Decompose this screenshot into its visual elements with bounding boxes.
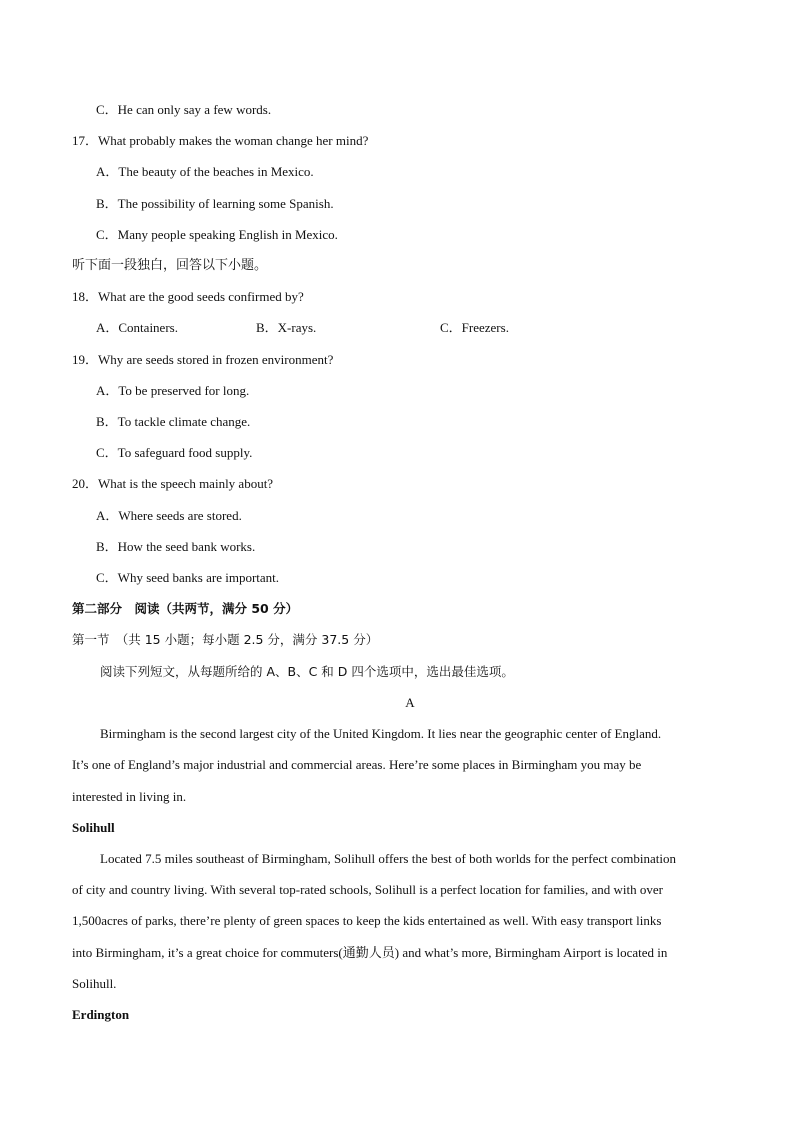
solihull-heading: Solihull [72,820,115,835]
erdington-heading: Erdington [72,1007,130,1022]
q16-option-c: C．He can only say a few words. [96,102,272,117]
q19-option-b: B．To tackle climate change. [96,414,251,429]
passage-intro-line-3: interested in living in. [72,789,187,804]
solihull-line-4: into Birmingham, it’s a great choice for commuters(通勤人员) and what’s more, Birmingham Airport is located in [72,945,668,960]
q17-option-a: A．The beauty of the beaches in Mexico. [96,164,314,179]
q17-option-b: B．The possibility of learning some Spanish. [96,196,334,211]
q18-option-a: A．Containers. [96,320,178,335]
passage-intro-line-2: It’s one of England’s major industrial and commercial areas. Here’re some places in Birmingham you may be [72,757,642,772]
part2-section1: 第一节 （共 15 小题；每小题 2.5 分，满分 37.5 分） [72,632,379,647]
q20-question: 20．What is the speech mainly about? [72,476,274,491]
solihull-line-5: Solihull. [72,976,117,991]
q18-question: 18．What are the good seeds confirmed by? [72,289,304,304]
q17-option-c: C．Many people speaking English in Mexico. [96,227,338,242]
passage-intro-line-1: Birmingham is the second largest city of the United Kingdom. It lies near the geographic center of England. [100,726,662,741]
q20-option-c: C．Why seed banks are important. [96,570,280,585]
solihull-line-3: 1,500acres of parks, there’re plenty of green spaces to keep the kids entertained as well. With easy transport links [72,913,662,928]
q18-option-c: C．Freezers. [440,320,509,335]
q19-question: 19．Why are seeds stored in frozen environment? [72,352,334,367]
part2-title: 第二部分 阅读（共两节，满分 50 分） [72,601,299,616]
monologue-instruction: 听下面一段独白，回答以下小题。 [72,258,268,273]
q19-option-a: A．To be preserved for long. [96,383,250,398]
part2-instruction: 阅读下列短文，从每题所给的 A、B、C 和 D 四个选项中，选出最佳选项。 [100,664,514,679]
q17-question: 17．What probably makes the woman change her mind? [72,133,369,148]
q18-option-b: B．X-rays. [256,320,317,335]
q19-option-c: C．To safeguard food supply. [96,445,253,460]
solihull-line-1: Located 7.5 miles southeast of Birmingham, Solihull offers the best of both worlds for the perfect combination [100,851,676,866]
solihull-line-2: of city and country living. With several top-rated schools, Solihull is a perfect location for families, and with over [72,882,663,897]
q20-option-b: B．How the seed bank works. [96,539,256,554]
q20-option-a: A．Where seeds are stored. [96,508,242,523]
passage-label: A [405,695,415,710]
